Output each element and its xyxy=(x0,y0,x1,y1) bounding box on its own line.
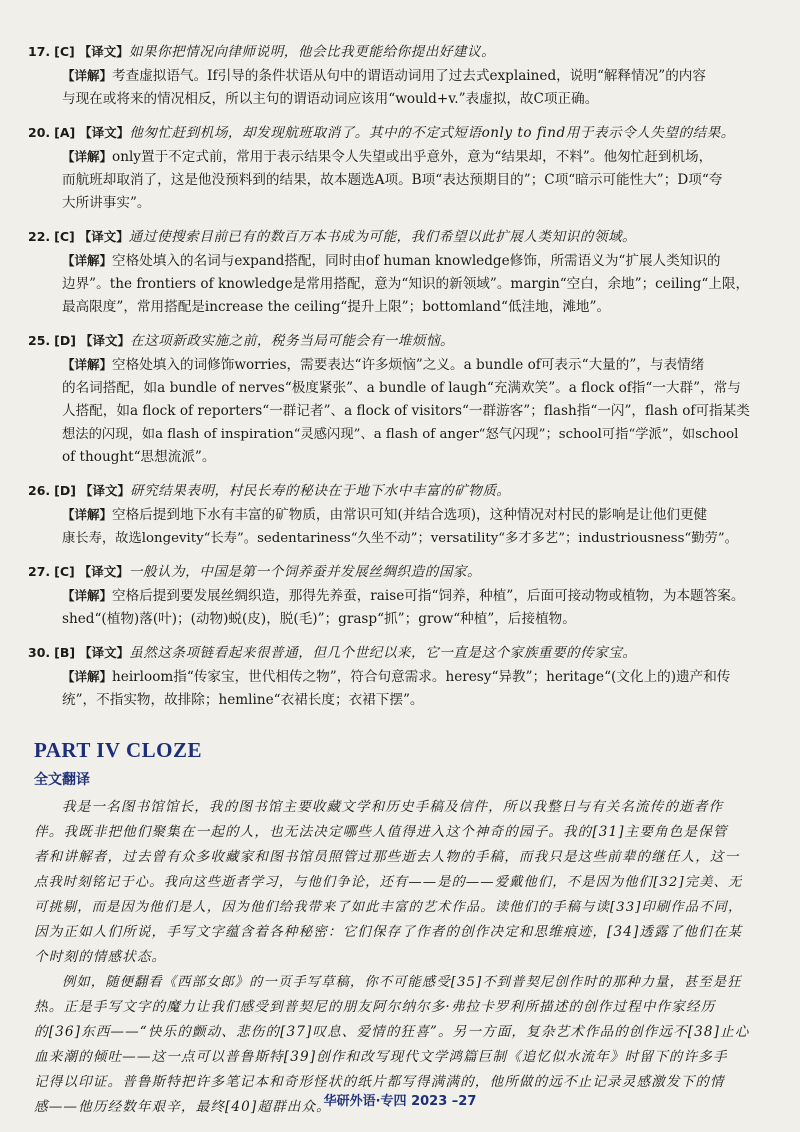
paragraph-line: 热。正是手写文字的魔力让我们感受到普契尼的朋友阿尔纳尔多·弗拉卡罗利所描述的创作过程中作家经历 xyxy=(34,999,716,1015)
translation-tag: 【译文】 xyxy=(79,125,130,140)
detail-text: 与现在或将来的情况相反，所以主句的谓语动词应该用“would+v.”表虚拟，故C项正确。 xyxy=(62,91,599,107)
answer-item xyxy=(28,40,750,111)
answer-explanations xyxy=(28,40,750,712)
detail-text: of thought“思想流派”。 xyxy=(62,449,216,465)
detail-line xyxy=(28,192,750,215)
detail-text: 人搭配，如a flock of reporters“一群记者”、a flock of visitors“一群游客”；flash指“一闪”，flash of可指某类 xyxy=(62,403,750,419)
translation-line xyxy=(28,40,750,64)
answer-item xyxy=(28,560,750,631)
answer-letter: [D] xyxy=(54,333,76,348)
detail-text: 空格后提到要发展丝绸织造，那得先养蚕，raise可指“饲养，种植”，后面可接动物或植物，为本题答案。 xyxy=(112,588,745,604)
detail-tag: 【详解】 xyxy=(62,507,113,522)
detail-line xyxy=(28,584,750,608)
detail-text: only置于不定式前，常用于表示结果令人失望或出乎意外，意为“结果却，不料”。他匆忙赶到机场， xyxy=(112,149,713,165)
detail-tag: 【详解】 xyxy=(62,669,113,684)
translation-tag: 【译文】 xyxy=(78,44,129,59)
detail-line xyxy=(28,377,750,400)
paragraph-line: 者和讲解者，过去曾有众多收藏家和图书馆员照管过那些逝去人物的手稿，而我只是这些前辈的继任人，这一 xyxy=(34,849,740,865)
translation-line xyxy=(28,641,750,665)
paragraph-line: 血来潮的倾吐——这一点可以普鲁斯特[39]创作和改写现代文学鸿篇巨制《追忆似水流年》时留下的许多手 xyxy=(34,1049,728,1065)
detail-text: heirloom指“传家宝，世代相传之物”，符合句意需求。heresy“异教”；heritage“(文化上的)遗产和传 xyxy=(112,669,731,685)
detail-text: 最高限度”，常用搭配是increase the ceiling“提升上限”；bottomland“低洼地，滩地”。 xyxy=(62,299,611,315)
detail-tag: 【详解】 xyxy=(62,68,113,83)
translation-line xyxy=(28,560,750,584)
detail-text: 统”，不指实物，故排除；hemline“衣裙长度；衣裙下摆”。 xyxy=(62,692,424,708)
detail-line xyxy=(28,296,750,319)
translation-tag: 【译文】 xyxy=(79,333,130,348)
paragraph-line: 个时刻的情感状态。 xyxy=(34,949,167,965)
translation-line xyxy=(28,121,750,145)
question-number: 27. xyxy=(28,564,51,579)
question-number: 26. xyxy=(28,483,51,498)
detail-line xyxy=(28,353,750,377)
detail-line xyxy=(28,527,750,550)
detail-line xyxy=(28,400,750,423)
translation-text: 虽然这条项链看起来很普通，但几个世纪以来，它一直是这个家族重要的传家宝。 xyxy=(129,645,637,661)
translation-text: 一般认为，中国是第一个饲养蚕并发展丝绸织造的国家。 xyxy=(128,564,482,580)
answer-letter: [A] xyxy=(54,125,76,140)
paragraph-line: 感——他历经数年艰辛，最终[40]超群出众。 xyxy=(34,1099,331,1115)
detail-text: 的名词搭配，如a bundle of nerves“极度紧张”、a bundle of laugh“充满欢笑”。a flock of指“一大群”，常与 xyxy=(62,380,741,396)
detail-text: 想法的闪现，如a flash of inspiration“灵感闪现”、a flash of anger“怒气闪现”；school可指“学派”，如school xyxy=(62,427,739,442)
detail-line xyxy=(28,169,750,192)
detail-tag: 【详解】 xyxy=(62,253,113,268)
detail-text: 大所讲事实”。 xyxy=(62,195,151,211)
detail-line xyxy=(28,665,750,689)
question-number: 17. xyxy=(28,44,51,59)
answer-letter: [C] xyxy=(54,44,75,59)
translation-tag: 【译文】 xyxy=(78,229,129,244)
translation-paragraph-1 xyxy=(28,795,750,970)
detail-line xyxy=(28,145,750,169)
answer-item xyxy=(28,641,750,712)
detail-line xyxy=(28,503,750,527)
question-number: 22. xyxy=(28,229,51,244)
answer-item xyxy=(28,479,750,550)
answer-item xyxy=(28,225,750,319)
paragraph-line: 例如，随便翻看《西部女郎》的一页手写草稿，你不可能感受[35]不到普契尼创作时的那种力量，甚至是狂 xyxy=(62,975,742,990)
paragraph-line: 我是一名图书馆馆长，我的图书馆主要收藏文学和历史手稿及信件，所以我整日与有关名流传的逝者作 xyxy=(62,799,724,815)
question-number: 25. xyxy=(28,333,51,348)
detail-line xyxy=(28,423,750,446)
detail-line xyxy=(28,608,750,631)
detail-text: 空格处填入的名词与expand搭配，同时由of human knowledge修饰，所需语义为“扩展人类知识的 xyxy=(112,253,721,269)
answer-letter: [C] xyxy=(54,564,75,579)
question-number: 30. xyxy=(28,645,51,660)
question-number: 20. xyxy=(28,125,51,140)
page-footer: 华研外语·专四 2023 –27 xyxy=(323,1094,477,1109)
detail-line xyxy=(28,88,750,111)
translation-tag: 【译文】 xyxy=(79,483,130,498)
section-title: 全文翻译 xyxy=(34,772,90,788)
translation-text: 通过使搜索目前已有的数百万本书成为可能，我们希望以此扩展人类知识的领域。 xyxy=(128,229,637,245)
detail-text: 边界”。the frontiers of knowledge是常用搭配，意为“知识的新领域”。margin“空白，余地”；ceiling“上限， xyxy=(62,276,750,292)
detail-line xyxy=(28,273,750,296)
translation-text: 在这项新政实施之前，税务当局可能会有一堆烦恼。 xyxy=(129,333,455,349)
answer-item xyxy=(28,121,750,215)
detail-tag: 【详解】 xyxy=(62,149,113,164)
answer-letter: [B] xyxy=(54,645,76,660)
translation-line xyxy=(28,329,750,353)
paragraph-line: 可挑剔，而是因为他们是人，因为他们给我带来了如此丰富的艺术作品。读他们的手稿与读[33]印刷作品不同， xyxy=(34,900,743,915)
paragraph-line: 因为正如人们所说，手写文字蕴含着各种秘密：它们保存了作者的创作决定和思维痕迹，[34]透露了他们在某 xyxy=(34,924,743,940)
detail-line xyxy=(28,249,750,273)
detail-text: 空格处填入的词修饰worries，需要表达“许多烦恼”之义。a bundle of可表示“大量的”，与表情绪 xyxy=(112,357,705,373)
paragraph-line: 点我时刻铭记于心。我向这些逝者学习，与他们争论，还有——是的——爱戴他们，不是因为他们[32]完美、无 xyxy=(34,875,743,890)
translation-text: 如果你把情况向律师说明，他会比我更能给你提出好建议。 xyxy=(128,44,496,60)
detail-line xyxy=(28,689,750,712)
detail-text: 考查虚拟语气。If引导的条件状语从句中的谓语动词用了过去式explained，说明“解释情况”的内容 xyxy=(112,68,706,84)
detail-text: shed“(植物)落(叶)；(动物)蜕(皮)，脱(毛)”；grasp“抓”；grow“种植”，后接植物。 xyxy=(62,611,576,627)
answer-letter: [D] xyxy=(54,483,76,498)
detail-line xyxy=(28,64,750,88)
detail-line xyxy=(28,446,750,469)
translation-text: 研究结果表明，村民长寿的秘诀在于地下水中丰富的矿物质。 xyxy=(129,483,511,499)
paragraph-line: 记得以印证。普鲁斯特把许多笔记本和奇形怪状的纸片都写得满满的，他所做的远不止记录灵感激发下的情 xyxy=(34,1074,725,1090)
detail-text: 而航班却取消了，这是他没预料到的结果，故本题选A项。B项“表达预期目的”；C项“暗示可能性大”；D项“夸 xyxy=(62,172,723,188)
paragraph-line: 的[36]东西——“快乐的颤动、悲伤的[37]叹息、爱情的狂喜”。另一方面，复杂艺术作品的创作远不[38]止心 xyxy=(34,1024,750,1040)
detail-tag: 【详解】 xyxy=(62,357,113,372)
answer-item xyxy=(28,329,750,469)
detail-text: 空格后提到地下水有丰富的矿物质，由常识可知(并结合选项)，这种情况对村民的影响是让他们更健 xyxy=(112,507,708,523)
detail-tag: 【详解】 xyxy=(62,588,113,603)
detail-text: 康长寿，故选longevity“长寿”。sedentariness“久坐不动”；versatility“多才多艺”；industriousness“勤劳”。 xyxy=(62,531,738,546)
translation-tag: 【译文】 xyxy=(79,645,130,660)
answer-letter: [C] xyxy=(54,229,75,244)
translation-line xyxy=(28,225,750,249)
part-title: PART IV CLOZE xyxy=(34,738,202,762)
translation-line xyxy=(28,479,750,503)
paragraph-line: 伴。我既非把他们聚集在一起的人，也无法决定哪些人值得进入这个神奇的园子。我的[31]主要角色是保管 xyxy=(34,824,728,840)
translation-text: 他匆忙赶到机场，却发现航班取消了。其中的不定式短语only to find用于表示令人失望的结果。 xyxy=(129,125,735,141)
translation-tag: 【译文】 xyxy=(78,564,129,579)
